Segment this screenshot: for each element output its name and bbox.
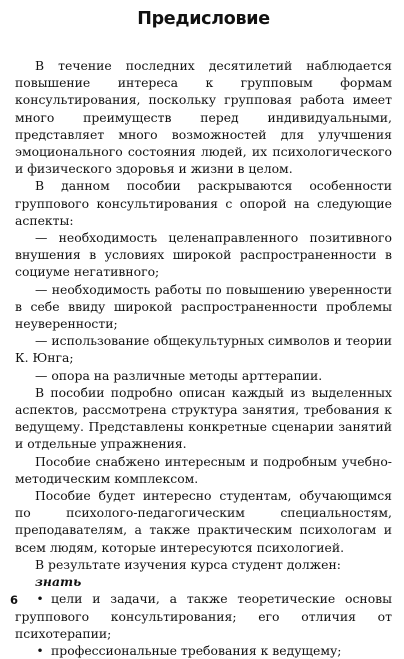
page-title: Предисловие bbox=[137, 9, 270, 29]
bullet-text: профессиональные требования к ведущему; bbox=[51, 642, 342, 658]
paragraph-audience: Пособие будет интересно студентам, обучающимся по психолого-педагогическим специальностям, преподавателям, а также практическим психологам и всем людям, которые интересуются психологией. bbox=[15, 488, 392, 555]
aspect-item-art-therapy: — опора на различные методы арттерапии. bbox=[35, 367, 323, 383]
paragraph-outcomes: В результате изучения курса студент должен: bbox=[35, 556, 341, 572]
know-label: знать bbox=[35, 574, 82, 590]
paragraph-aspects-intro: В данном пособии раскрываются особенности группового консультирования с опорой на следующие аспекты: bbox=[15, 178, 392, 228]
page-number: 6 bbox=[10, 593, 19, 607]
bullet-item bbox=[15, 642, 392, 659]
body-text bbox=[15, 57, 392, 659]
paragraph-structure: В пособии подробно описан каждый из выделенных аспектов, рассмотрена структура занятия, требования к ведущему. Представлены конкретные сценарии занятий и отдельные упражнения. bbox=[15, 384, 392, 452]
aspect-item-confidence: — необходимость работы по повышению уверенности в себе ввиду широкой распространенности проблемы неуверенности; bbox=[15, 281, 392, 332]
bullet-item bbox=[15, 590, 392, 642]
bullet-text: цели и задачи, а также теоретические основы группового консультирования; его отличия от психотерапии; bbox=[15, 591, 392, 641]
aspect-item-suggestion: — необходимость целенаправленного позитивного внушения в условиях широкой распространенности в социуме негативного; bbox=[15, 230, 392, 280]
bullet-mark: • bbox=[36, 591, 44, 607]
paragraph-complex: Пособие снабжено интересным и подробным учебно-методическим комплексом. bbox=[15, 453, 392, 486]
paragraph-intro: В течение последних десятилетий наблюдается повышение интереса к групповым формам консультирования, поскольку групповая работа имеет много преимуществ перед индивидуальными, представляет много возможностей для улучшения эмоционального состояния людей, их психологического и физического здоровья и жизни в целом. bbox=[15, 58, 392, 177]
bullet-mark: • bbox=[36, 642, 44, 658]
aspect-item-symbols: — использование общекультурных символов и теории К. Юнга; bbox=[15, 333, 392, 366]
